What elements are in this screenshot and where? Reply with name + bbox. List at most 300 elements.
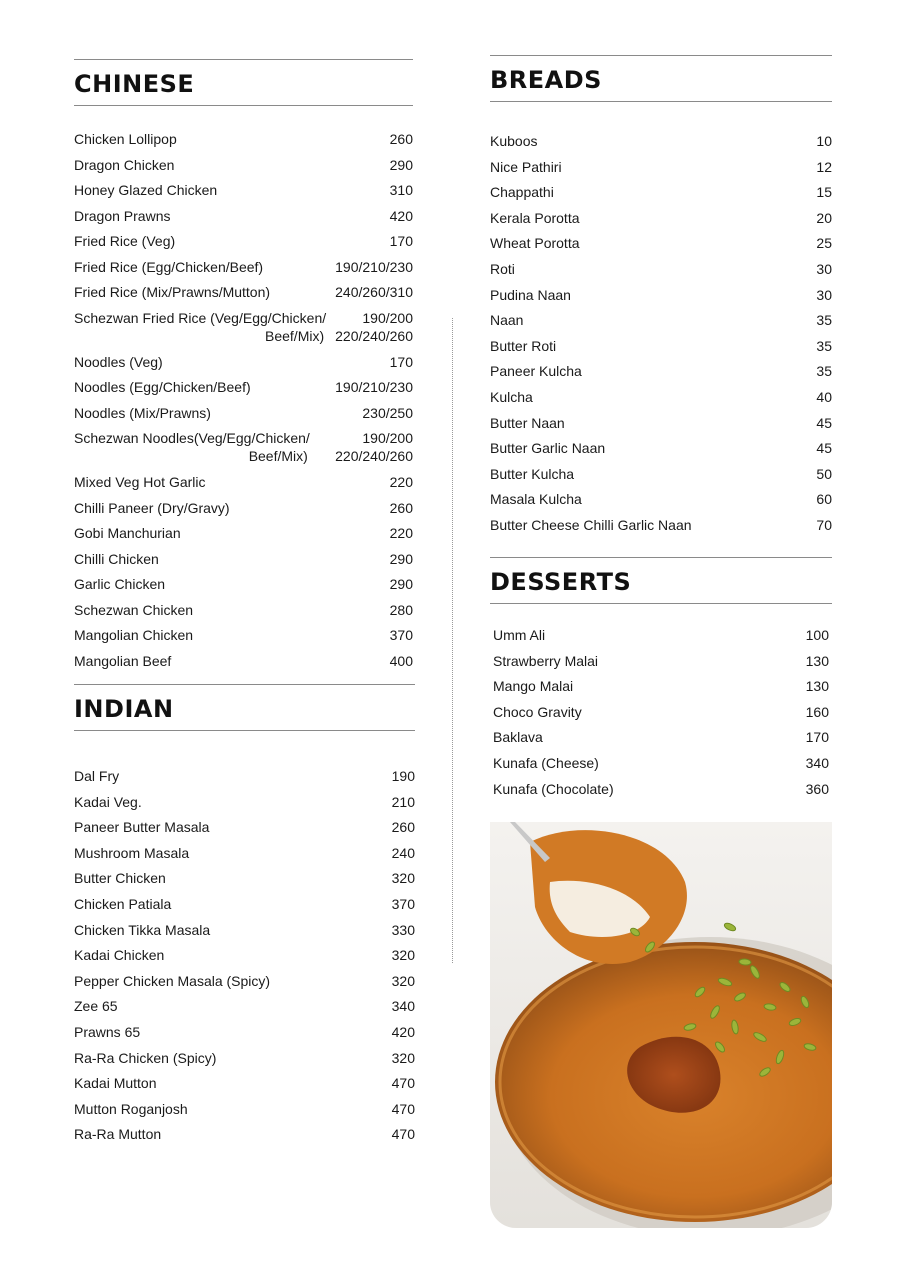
- item-price: [390, 652, 413, 670]
- item-price-line: 20: [816, 209, 832, 226]
- item-name-line: Mangolian Chicken: [74, 627, 194, 643]
- chinese-menu-item: [74, 601, 413, 619]
- chinese-menu-item: [74, 652, 413, 670]
- item-price-line: 170: [389, 353, 413, 370]
- item-name: [74, 156, 174, 174]
- item-price: [392, 1125, 415, 1143]
- item-name: [74, 232, 175, 250]
- item-price-line: 190/210/230: [335, 379, 413, 395]
- item-name-line: Beef/Mix): [248, 448, 308, 464]
- item-price-line: 220: [389, 474, 413, 490]
- item-price-line: 25: [816, 235, 832, 252]
- item-name-line: Honey Glazed Chicken: [74, 182, 218, 198]
- item-price-line: 470: [391, 1075, 415, 1092]
- item-name-line: Chicken Tikka Masala: [74, 921, 211, 938]
- item-name: [74, 1074, 157, 1092]
- desserts-menu-item: [493, 626, 829, 644]
- item-price: [816, 388, 832, 406]
- item-name: [74, 946, 164, 964]
- breads-menu-item: [490, 132, 832, 150]
- item-price: [816, 516, 832, 534]
- indian-menu-item: [74, 946, 415, 964]
- item-name: [490, 311, 523, 329]
- item-name-line: Roti: [490, 261, 515, 277]
- indian-menu-item: [74, 895, 415, 913]
- chinese-menu-item: [74, 429, 413, 465]
- item-price: [392, 1023, 415, 1041]
- item-name-line: Beef/Mix): [265, 327, 325, 344]
- item-price-line: 470: [391, 1100, 415, 1117]
- item-price: [392, 921, 415, 939]
- item-name-line: Chilli Chicken: [74, 550, 159, 567]
- item-price-line: 10: [816, 133, 832, 149]
- breads-top-rule: [490, 55, 832, 56]
- item-name: [74, 575, 165, 593]
- desserts-menu-item: [493, 703, 829, 721]
- item-name: [74, 1023, 140, 1041]
- item-name: [74, 1049, 216, 1067]
- item-price: [816, 337, 832, 355]
- indian-top-rule: [74, 684, 415, 685]
- item-price-line: 420: [391, 1024, 415, 1040]
- item-price-line: 320: [391, 1049, 415, 1066]
- breads-menu-item: [490, 183, 832, 201]
- item-name-line: Schezwan Noodles(Veg/Egg/Chicken/: [74, 430, 310, 446]
- item-price-line: 340: [805, 755, 829, 771]
- item-price-line: 170: [389, 233, 413, 249]
- indian-menu-item: [74, 997, 415, 1015]
- item-price-line: 220: [389, 525, 413, 541]
- breads-menu-item: [490, 337, 832, 355]
- item-price: [392, 972, 415, 990]
- indian-menu-item: [74, 1100, 415, 1118]
- item-name-line: Chilli Paneer (Dry/Gravy): [74, 499, 230, 516]
- item-name: [74, 258, 263, 276]
- item-price-line: 60: [816, 491, 832, 508]
- item-price: [806, 728, 829, 746]
- item-price: [335, 378, 413, 396]
- item-name-line: Choco Gravity: [493, 703, 582, 720]
- item-name: [74, 130, 177, 148]
- item-price-line: 220/240/260: [335, 448, 413, 464]
- desserts-title: DESSERTS: [490, 568, 632, 596]
- item-name-line: Noodles (Mix/Prawns): [74, 404, 211, 421]
- item-price: [806, 652, 829, 670]
- item-name: [74, 652, 171, 670]
- item-name: [74, 767, 119, 785]
- item-price-line: 130: [805, 678, 829, 695]
- item-name: [74, 473, 206, 491]
- desserts-menu-item: [493, 677, 829, 695]
- column-divider: [452, 318, 453, 963]
- item-price-line: 130: [805, 652, 829, 669]
- item-price: [816, 260, 832, 278]
- chinese-menu-item: [74, 207, 413, 225]
- item-name: [490, 260, 515, 278]
- item-price: [362, 404, 413, 422]
- item-name: [490, 337, 556, 355]
- item-price-line: 420: [389, 207, 413, 224]
- item-name-line: Strawberry Malai: [493, 652, 599, 669]
- item-price-line: 45: [816, 414, 832, 431]
- item-price: [390, 156, 413, 174]
- breads-menu-item: [490, 465, 832, 483]
- item-name-line: Kadai Mutton: [74, 1075, 157, 1092]
- item-price-line: 210: [391, 793, 415, 810]
- desserts-menu-item: [493, 780, 829, 798]
- item-name: [493, 703, 582, 721]
- item-name: [74, 550, 159, 568]
- item-name: [490, 209, 580, 227]
- indian-menu-item: [74, 921, 415, 939]
- desserts-top-rule: [490, 557, 832, 558]
- item-name: [74, 1125, 161, 1143]
- item-price: [816, 439, 832, 457]
- item-name-line: Kerala Porotta: [490, 209, 580, 226]
- indian-title: INDIAN: [74, 695, 174, 723]
- item-price: [390, 473, 413, 491]
- breads-menu-item: [490, 209, 832, 227]
- item-name-line: Ra-Ra Chicken (Spicy): [74, 1049, 217, 1066]
- item-name: [490, 465, 574, 483]
- chinese-menu-item: [74, 626, 413, 644]
- item-price-line: 280: [389, 601, 413, 618]
- item-price: [392, 869, 415, 887]
- indian-menu-item: [74, 1125, 415, 1143]
- chinese-menu-item: [74, 575, 413, 593]
- desserts-menu-item: [493, 652, 829, 670]
- item-price-line: 35: [816, 337, 832, 354]
- chinese-menu-item: [74, 156, 413, 174]
- chinese-menu-item: [74, 550, 413, 568]
- indian-menu-item: [74, 767, 415, 785]
- item-price: [816, 311, 832, 329]
- item-name-line: Butter Garlic Naan: [490, 440, 606, 457]
- item-price-line: 370: [391, 896, 415, 912]
- item-price: [390, 499, 413, 517]
- item-price-line: 290: [389, 576, 413, 592]
- breads-bottom-rule: [490, 101, 832, 102]
- indian-menu-item: [74, 818, 415, 836]
- item-name-line: Chicken Lollipop: [74, 131, 177, 147]
- item-name: [74, 844, 189, 862]
- item-price-line: 260: [389, 499, 413, 516]
- item-price: [390, 601, 413, 619]
- item-name: [74, 404, 211, 422]
- item-price: [816, 414, 832, 432]
- chinese-title: CHINESE: [74, 70, 195, 98]
- item-price: [806, 677, 829, 695]
- item-name: [490, 234, 580, 252]
- item-price-line: 320: [391, 972, 415, 989]
- item-price: [806, 754, 829, 772]
- item-name-line: Dragon Chicken: [74, 156, 175, 173]
- item-price-line: 230/250: [362, 404, 413, 421]
- item-name: [490, 414, 565, 432]
- item-name-line: Chappathi: [490, 184, 554, 201]
- chinese-menu-item: [74, 378, 413, 396]
- item-name-line: Mango Malai: [493, 678, 574, 695]
- item-name: [490, 516, 692, 534]
- breads-menu-item: [490, 388, 832, 406]
- item-name-line: Nice Pathiri: [490, 158, 562, 175]
- item-price: [816, 234, 832, 252]
- item-price-line: 70: [816, 517, 832, 533]
- item-price: [335, 309, 413, 345]
- item-name-line: Fried Rice (Egg/Chicken/Beef): [74, 258, 264, 275]
- item-name-line: Kunafa (Chocolate): [493, 780, 614, 797]
- item-name-line: Paneer Kulcha: [490, 363, 582, 380]
- item-price-line: 190/200: [362, 430, 413, 446]
- item-price: [392, 767, 415, 785]
- chinese-top-rule: [74, 59, 413, 60]
- item-name: [490, 132, 537, 150]
- item-name-line: Mixed Veg Hot Garlic: [74, 474, 206, 490]
- item-name-line: Butter Kulcha: [490, 465, 575, 482]
- item-price-line: 340: [391, 998, 415, 1015]
- item-price: [816, 209, 832, 227]
- item-name-line: Naan: [490, 312, 524, 329]
- item-name: [490, 490, 582, 508]
- breads-menu-item: [490, 414, 832, 432]
- breads-menu-item: [490, 158, 832, 176]
- item-name: [493, 728, 543, 746]
- item-price-line: 170: [805, 729, 829, 746]
- item-name: [74, 207, 171, 225]
- item-price: [392, 1074, 415, 1092]
- chinese-menu-item: [74, 499, 413, 517]
- item-price: [335, 258, 413, 276]
- item-name: [490, 158, 562, 176]
- item-name-line: Prawns 65: [74, 1024, 141, 1040]
- item-name: [490, 362, 582, 380]
- item-price: [390, 130, 413, 148]
- item-price-line: 100: [805, 627, 829, 643]
- item-price-line: 160: [805, 703, 829, 720]
- indian-menu-item: [74, 1049, 415, 1067]
- item-name-line: Kuboos: [490, 133, 538, 149]
- item-price: [816, 490, 832, 508]
- item-name-line: Baklava: [493, 729, 543, 746]
- item-price-line: 470: [391, 1126, 415, 1143]
- item-name-line: Mushroom Masala: [74, 844, 190, 861]
- indian-bottom-rule: [74, 730, 415, 731]
- item-name: [493, 780, 614, 798]
- item-price-line: 15: [816, 184, 832, 201]
- indian-menu-item: [74, 972, 415, 990]
- indian-menu-item: [74, 1074, 415, 1092]
- indian-menu-item: [74, 869, 415, 887]
- item-name: [493, 677, 573, 695]
- item-name-line: Butter Naan: [490, 414, 565, 431]
- chinese-menu-item: [74, 232, 413, 250]
- breads-menu-item: [490, 439, 832, 457]
- item-price-line: 290: [389, 550, 413, 567]
- breads-menu-item: [490, 286, 832, 304]
- item-price: [335, 429, 413, 465]
- item-name-line: Umm Ali: [493, 627, 546, 643]
- item-price-line: 330: [391, 921, 415, 938]
- item-name-line: Kadai Chicken: [74, 947, 165, 964]
- item-name: [74, 524, 181, 542]
- item-price-line: 30: [816, 261, 832, 277]
- item-price-line: 12: [816, 158, 832, 175]
- breads-menu-item: [490, 490, 832, 508]
- item-price: [390, 524, 413, 542]
- item-name: [74, 181, 217, 199]
- item-price-line: 190/210/230: [335, 258, 413, 275]
- item-name: [74, 869, 166, 887]
- item-price-line: 30: [816, 286, 832, 303]
- breads-menu-item: [490, 260, 832, 278]
- item-price-line: 35: [816, 363, 832, 380]
- item-name-line: Kadai Veg.: [74, 793, 142, 810]
- item-name: [493, 754, 599, 772]
- item-price-line: 190/200: [362, 309, 413, 326]
- item-name: [74, 793, 142, 811]
- item-name-line: Schezwan Chicken: [74, 601, 194, 618]
- item-name: [74, 818, 209, 836]
- item-price: [390, 181, 413, 199]
- chinese-section: [74, 59, 413, 669]
- item-name-line: Gobi Manchurian: [74, 525, 181, 541]
- item-price-line: 290: [389, 156, 413, 173]
- item-name-line: Mangolian Beef: [74, 652, 172, 669]
- item-name: [493, 626, 545, 644]
- item-price: [392, 997, 415, 1015]
- item-name-line: Paneer Butter Masala: [74, 819, 210, 836]
- item-price-line: 190: [391, 768, 415, 784]
- item-name-line: Noodles (Egg/Chicken/Beef): [74, 379, 251, 395]
- item-name-line: Zee 65: [74, 998, 118, 1015]
- item-price: [390, 626, 413, 644]
- item-price: [816, 465, 832, 483]
- item-name: [74, 499, 230, 517]
- item-name: [74, 353, 163, 371]
- desserts-menu-item: [493, 728, 829, 746]
- item-name-line: Noodles (Veg): [74, 353, 163, 370]
- item-name: [74, 429, 310, 465]
- item-price: [335, 283, 413, 301]
- item-price-line: 240: [391, 844, 415, 861]
- item-price: [390, 207, 413, 225]
- item-price-line: 240/260/310: [335, 284, 413, 300]
- breads-title: BREADS: [490, 66, 602, 94]
- item-name: [74, 378, 251, 396]
- item-name: [74, 309, 326, 345]
- item-price: [806, 780, 829, 798]
- item-name: [74, 895, 171, 913]
- indian-menu-item: [74, 844, 415, 862]
- item-price-line: 35: [816, 312, 832, 329]
- item-price: [816, 362, 832, 380]
- chinese-menu-item: [74, 309, 413, 345]
- item-name-line: Chicken Patiala: [74, 896, 172, 912]
- item-price: [392, 818, 415, 836]
- desserts-bottom-rule: [490, 603, 832, 604]
- item-name: [74, 283, 270, 301]
- item-price-line: 320: [391, 870, 415, 887]
- chinese-menu-item: [74, 404, 413, 422]
- item-price-line: 320: [391, 947, 415, 964]
- item-name: [74, 1100, 188, 1118]
- item-name-line: Masala Kulcha: [490, 491, 582, 508]
- item-price-line: 370: [389, 627, 413, 643]
- item-name: [74, 626, 193, 644]
- item-price: [390, 550, 413, 568]
- item-name-line: Schezwan Fried Rice (Veg/Egg/Chicken/: [74, 309, 327, 326]
- item-price-line: 310: [389, 182, 413, 198]
- item-price: [806, 703, 829, 721]
- item-price-line: 50: [816, 465, 832, 482]
- chinese-menu-item: [74, 130, 413, 148]
- indian-menu-item: [74, 1023, 415, 1041]
- breads-menu-item: [490, 362, 832, 380]
- item-name: [490, 286, 571, 304]
- item-price: [806, 626, 829, 644]
- item-price-line: 360: [805, 780, 829, 797]
- item-price-line: 40: [816, 389, 832, 405]
- item-price: [816, 158, 832, 176]
- item-price: [392, 1100, 415, 1118]
- item-name: [74, 601, 193, 619]
- item-name: [490, 439, 605, 457]
- item-price: [392, 895, 415, 913]
- item-name-line: Dal Fry: [74, 768, 120, 784]
- item-name-line: Kunafa (Cheese): [493, 755, 599, 771]
- kunafa-photo: [490, 822, 832, 1228]
- item-name: [490, 388, 533, 406]
- item-price: [392, 946, 415, 964]
- item-price-line: 220/240/260: [335, 327, 413, 344]
- desserts-menu-item: [493, 754, 829, 772]
- chinese-menu-item: [74, 258, 413, 276]
- item-name-line: Pepper Chicken Masala (Spicy): [74, 972, 271, 989]
- chinese-menu-item: [74, 283, 413, 301]
- indian-menu-item: [74, 793, 415, 811]
- item-name-line: Garlic Chicken: [74, 576, 166, 592]
- item-name: [490, 183, 554, 201]
- breads-section: [490, 55, 832, 533]
- item-price: [816, 132, 832, 150]
- item-price-line: 400: [389, 652, 413, 669]
- item-price: [816, 286, 832, 304]
- item-name-line: Dragon Prawns: [74, 207, 171, 224]
- item-name-line: Butter Cheese Chilli Garlic Naan: [490, 517, 692, 533]
- kunafa-illustration: [490, 822, 832, 1228]
- chinese-menu-item: [74, 473, 413, 491]
- breads-menu-item: [490, 311, 832, 329]
- chinese-bottom-rule: [74, 105, 413, 106]
- item-price: [392, 844, 415, 862]
- item-price-line: 260: [391, 819, 415, 836]
- item-name-line: Pudina Naan: [490, 286, 571, 303]
- item-name: [493, 652, 598, 670]
- item-name: [74, 997, 118, 1015]
- chinese-menu-item: [74, 181, 413, 199]
- item-name-line: Fried Rice (Veg): [74, 233, 176, 249]
- item-name: [74, 972, 270, 990]
- breads-menu-item: [490, 234, 832, 252]
- item-name-line: Butter Chicken: [74, 870, 166, 887]
- breads-menu-item: [490, 516, 832, 534]
- item-price-line: 45: [816, 440, 832, 457]
- chinese-menu-item: [74, 353, 413, 371]
- item-price: [390, 575, 413, 593]
- item-name-line: Mutton Roganjosh: [74, 1100, 188, 1117]
- item-price: [392, 1049, 415, 1067]
- item-name-line: Butter Roti: [490, 337, 557, 354]
